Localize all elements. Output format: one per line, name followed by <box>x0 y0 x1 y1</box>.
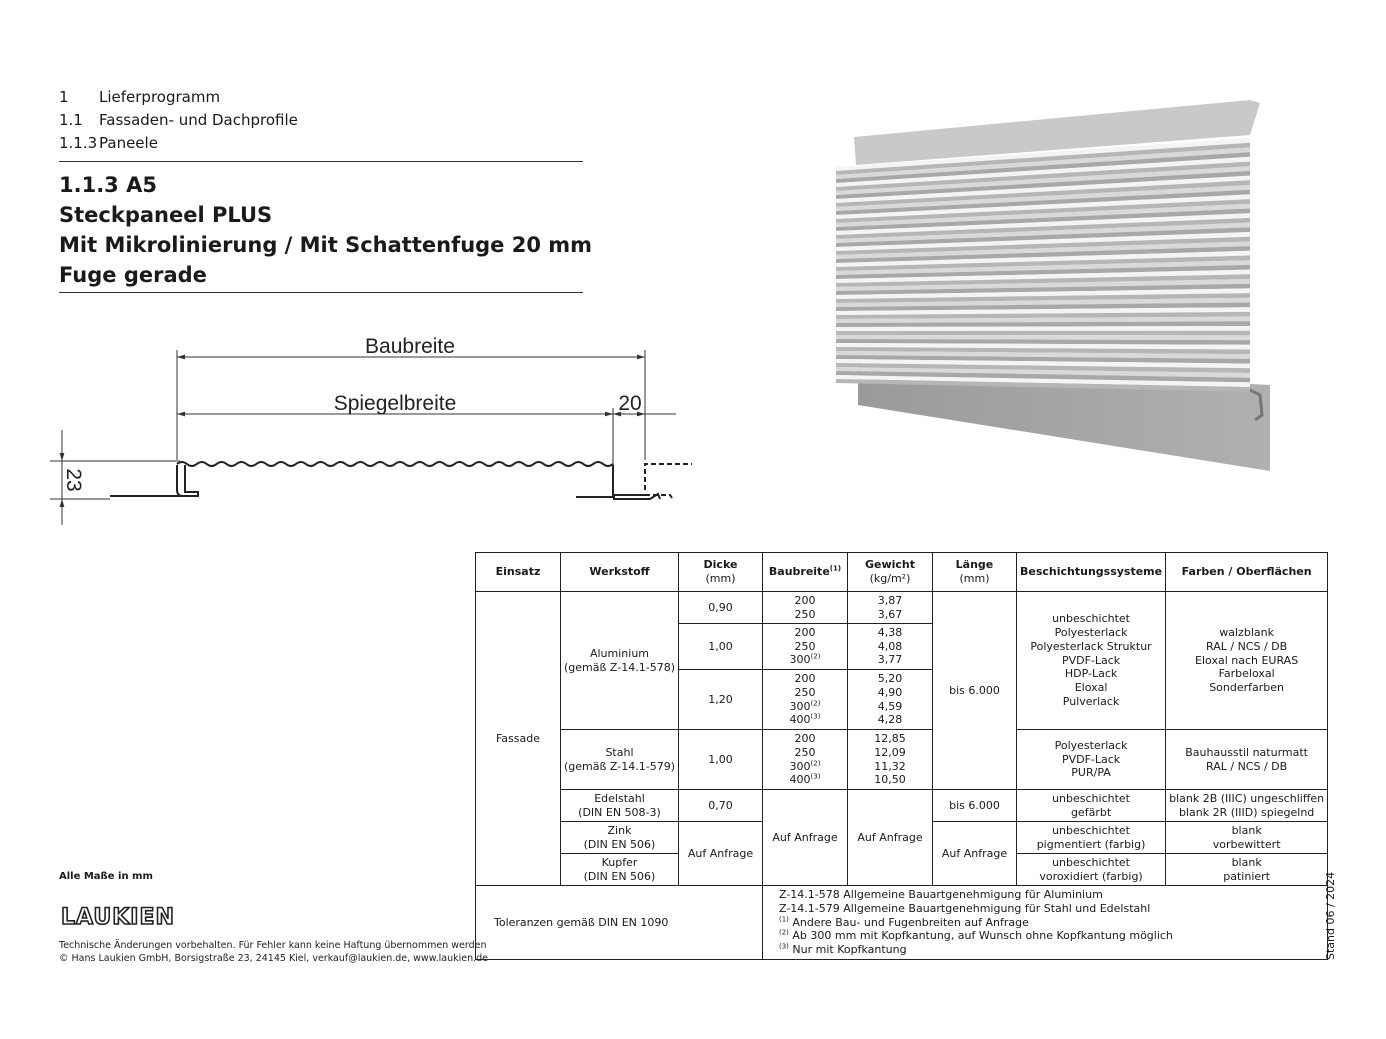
cell-line: Farbeloxal <box>1218 667 1275 681</box>
cell-werkstoff <box>561 592 679 730</box>
cell-einsatz: Fassade <box>476 592 561 886</box>
cell-line <box>766 760 844 774</box>
cell-line: unbeschichtet <box>1052 791 1130 805</box>
cell-line: blank <box>1231 855 1262 869</box>
cell-werkstoff <box>561 730 679 790</box>
note-text: Andere Bau- und Fugenbreiten auf Anfrage <box>788 915 1029 929</box>
cell-beschichtung <box>1016 822 1165 854</box>
cell-line: Sonderfarben <box>1209 681 1285 695</box>
cell-farben <box>1166 822 1328 854</box>
header-unit: (mm) <box>705 572 736 585</box>
cell-baubreite <box>762 592 847 624</box>
cell-line: unbeschichtet <box>1052 855 1130 869</box>
cell-line: PUR/PA <box>1071 766 1111 780</box>
cell-line: 4,28 <box>877 713 903 727</box>
cell-line: walzblank <box>1219 626 1274 639</box>
value: 300 <box>789 699 811 713</box>
cell-line <box>766 713 844 727</box>
title-line: 1.1.3 A5 <box>59 173 157 197</box>
cell-line: 5,20 <box>877 671 903 685</box>
cell-line: 12,85 <box>874 731 906 745</box>
cell-line: 250 <box>794 607 816 621</box>
cell-line: pigmentiert (farbig) <box>1036 837 1146 851</box>
header-farben: Farben / Oberflächen <box>1166 553 1328 592</box>
cell-line: 3,77 <box>877 653 903 667</box>
note-text: Ab 300 mm mit Kopfkantung, auf Wunsch ohne Kopfkantung möglich <box>788 929 1173 943</box>
cell-line <box>766 700 844 714</box>
header-text: Dicke <box>703 558 738 572</box>
cell-beschichtung <box>1016 854 1165 886</box>
cell-line: Aluminium <box>589 646 650 660</box>
cell-farben <box>1166 854 1328 886</box>
value: 300 <box>789 759 811 773</box>
cell-line: patiniert <box>1223 869 1270 883</box>
cell-line: vorbewittert <box>1212 837 1281 851</box>
header-beschichtung: Beschichtungssysteme <box>1016 553 1165 592</box>
note-line <box>779 929 1324 943</box>
cell-dicke: 1,00 <box>678 730 762 790</box>
cell-line: 3,67 <box>877 607 903 621</box>
header-text: Gewicht <box>864 558 915 572</box>
note-line <box>779 943 1324 957</box>
cell-line: Pulverlack <box>1062 694 1120 708</box>
value: 300 <box>789 653 811 667</box>
header-gewicht <box>847 553 932 592</box>
cell-line: 4,90 <box>877 685 903 699</box>
table-row <box>476 592 1328 624</box>
adjacent-panel-dashed <box>645 464 692 490</box>
cell-line: unbeschichtet <box>1052 823 1130 837</box>
cell-farben <box>1166 790 1328 822</box>
cell-laenge: bis 6.000 <box>932 592 1016 790</box>
cell-line: Polyesterlack Struktur <box>1030 639 1152 653</box>
cell-line: 200 <box>794 625 816 639</box>
cell-line: 200 <box>794 593 816 607</box>
footnote-marker: (3) <box>778 942 789 951</box>
cell-line: RAL / NCS / DB <box>1206 759 1288 773</box>
cell-line: Zink <box>607 823 632 837</box>
table-header-row <box>476 553 1328 592</box>
footnote-marker: (2) <box>778 928 789 937</box>
breadcrumb-item <box>59 86 298 109</box>
cell-gewicht <box>847 624 932 670</box>
breadcrumb-number: 1.1 <box>59 111 83 129</box>
value: 400 <box>789 773 811 787</box>
cell-werkstoff <box>561 822 679 854</box>
cell-gewicht: Auf Anfrage <box>847 790 932 886</box>
cell-baubreite <box>762 624 847 670</box>
header-text: Baubreite <box>768 565 830 579</box>
breadcrumb-item <box>59 109 298 132</box>
cell-beschichtung <box>1016 790 1165 822</box>
cell-line: Eloxal nach EURAS <box>1195 653 1299 667</box>
breadcrumb-number: 1.1.3 <box>59 134 98 152</box>
cell-line: Bauhausstil naturmatt <box>1185 745 1308 759</box>
cell-line <box>766 773 844 787</box>
footer-line: © Hans Laukien GmbH, Borsigstraße 23, 24145 Kiel, verkauf@laukien.de, www.laukien.de <box>59 953 488 964</box>
cell-line: (DIN EN 508-3) <box>578 805 661 819</box>
header-laenge <box>932 553 1016 592</box>
cell-line: PVDF-Lack <box>1061 752 1121 766</box>
value: 400 <box>789 713 811 727</box>
cell-line: Stahl <box>605 745 634 759</box>
header-baubreite <box>762 553 847 592</box>
cell-gewicht <box>847 730 932 790</box>
cell-line: blank 2B (IIIC) ungeschliffen <box>1169 791 1325 805</box>
cell-line: HDP-Lack <box>1064 667 1118 681</box>
note-text: Nur mit Kopfkantung <box>788 943 907 957</box>
footer-legal <box>59 939 488 965</box>
breadcrumb-label: Fassaden- und Dachprofile <box>99 111 298 129</box>
header-unit: (mm) <box>959 572 990 585</box>
cell-line: (DIN EN 506) <box>583 837 656 851</box>
divider-bottom <box>59 292 583 293</box>
cell-line: blank 2R (IIID) spiegelnd <box>1178 805 1315 819</box>
cell-werkstoff <box>561 854 679 886</box>
panel-3d-illustration <box>830 95 1280 485</box>
laukien-logo <box>59 903 183 927</box>
cell-line: blank <box>1231 823 1262 837</box>
cell-farben <box>1166 592 1328 730</box>
footnote-marker: (3) <box>810 712 821 721</box>
cell-notes <box>762 886 1327 960</box>
cell-line: unbeschichtet <box>1052 612 1130 626</box>
footnote-marker: (2) <box>810 652 821 661</box>
profile-right-hook <box>613 465 660 499</box>
breadcrumb-item <box>59 132 298 155</box>
footnote-marker: (2) <box>810 698 821 707</box>
note-text: Z-14.1-579 Allgemeine Bauartgenehmigung für Stahl und Edelstahl <box>778 901 1151 915</box>
cell-line: gefärbt <box>1070 805 1112 819</box>
cell-line: 250 <box>794 745 816 759</box>
panel-stripes <box>836 138 1250 392</box>
cell-line: 200 <box>794 671 816 685</box>
breadcrumb-label: Paneele <box>99 134 158 152</box>
header-einsatz: Einsatz <box>476 553 561 592</box>
footnote-marker: (3) <box>810 772 821 781</box>
cell-line: 4,59 <box>877 699 903 713</box>
breadcrumb-number: 1 <box>59 88 69 106</box>
cell-line: (DIN EN 506) <box>583 869 656 883</box>
cell-line: 250 <box>794 639 816 653</box>
title-line: Steckpaneel PLUS <box>59 203 273 227</box>
cell-line: 4,08 <box>877 639 903 653</box>
units-note: Alle Maße in mm <box>59 871 153 882</box>
cell-gewicht <box>847 592 932 624</box>
cell-line: Kupfer <box>601 855 638 869</box>
cell-gewicht <box>847 670 932 730</box>
footnote-marker: (1) <box>778 914 789 923</box>
header-dicke <box>678 553 762 592</box>
cell-dicke: 1,20 <box>678 670 762 730</box>
cell-dicke: 1,00 <box>678 624 762 670</box>
divider-top <box>59 161 583 162</box>
cell-line <box>766 653 844 667</box>
title-line: Fuge gerade <box>59 263 207 287</box>
cell-beschichtung <box>1016 730 1165 790</box>
cell-laenge: bis 6.000 <box>932 790 1016 822</box>
cell-farben <box>1166 730 1328 790</box>
cell-line: 11,32 <box>874 759 906 773</box>
cell-line: (gemäß Z-14.1-578) <box>564 660 675 674</box>
cell-dicke: 0,90 <box>678 592 762 624</box>
table-row <box>476 790 1328 822</box>
fuge-label: 20 <box>618 392 642 415</box>
breadcrumb-label: Lieferprogramm <box>99 88 221 106</box>
panel-stripe-shadow <box>836 331 1250 336</box>
header-text: Länge <box>955 558 994 572</box>
spiegelbreite-label: Spiegelbreite <box>333 392 457 415</box>
specification-table <box>475 552 1328 960</box>
cell-line: 4,38 <box>877 625 903 639</box>
footer-line: Technische Änderungen vorbehalten. Für Fehler kann keine Haftung übernommen werden <box>59 940 487 951</box>
cell-line: 3,87 <box>877 593 903 607</box>
cell-line: 200 <box>794 731 816 745</box>
cell-dicke: 0,70 <box>678 790 762 822</box>
profile-left-hook <box>177 465 198 496</box>
cell-line: 12,09 <box>874 745 906 759</box>
footnote-marker: (2) <box>810 758 821 767</box>
cell-line: 10,50 <box>874 773 906 787</box>
footnote-marker: (1) <box>829 564 842 573</box>
cell-line: voroxidiert (farbig) <box>1039 869 1143 883</box>
revision-date: Stand 06 / 2024 <box>1324 871 1337 960</box>
table-row <box>476 730 1328 790</box>
cell-baubreite: Auf Anfrage <box>762 790 847 886</box>
logo-text: LAUKIEN <box>61 905 175 927</box>
note-line <box>779 902 1324 916</box>
note-line <box>779 888 1324 902</box>
note-line <box>779 916 1324 930</box>
cell-baubreite <box>762 670 847 730</box>
height-label: 23 <box>62 468 85 492</box>
cell-beschichtung <box>1016 592 1165 730</box>
cell-line: Edelstahl <box>594 791 645 805</box>
page-title <box>59 170 592 290</box>
header-werkstoff: Werkstoff <box>561 553 679 592</box>
cell-laenge: Auf Anfrage <box>932 822 1016 886</box>
cell-werkstoff <box>561 790 679 822</box>
cell-line: 250 <box>794 685 816 699</box>
profile-cross-section-drawing <box>40 330 700 530</box>
micro-lining-surface <box>177 462 613 466</box>
cell-line: (gemäß Z-14.1-579) <box>564 759 675 773</box>
cell-line: RAL / NCS / DB <box>1206 639 1288 653</box>
cell-line: Eloxal <box>1074 681 1108 695</box>
cell-dicke: Auf Anfrage <box>678 822 762 886</box>
baubreite-label: Baubreite <box>365 335 455 358</box>
section-breadcrumb <box>59 86 298 155</box>
cell-toleranzen: Toleranzen gemäß DIN EN 1090 <box>476 886 763 960</box>
cell-line: PVDF-Lack <box>1061 653 1121 667</box>
cell-baubreite <box>762 730 847 790</box>
cell-line: Polyesterlack <box>1054 738 1128 752</box>
cell-line: Polyesterlack <box>1054 626 1128 639</box>
header-unit: (kg/m²) <box>869 572 911 585</box>
table-footer-row <box>476 886 1328 960</box>
title-line: Mit Mikrolinierung / Mit Schattenfuge 20 mm <box>59 233 593 257</box>
note-text: Z-14.1-578 Allgemeine Bauartgenehmigung für Aluminium <box>778 888 1103 901</box>
profile-shape <box>110 462 692 499</box>
